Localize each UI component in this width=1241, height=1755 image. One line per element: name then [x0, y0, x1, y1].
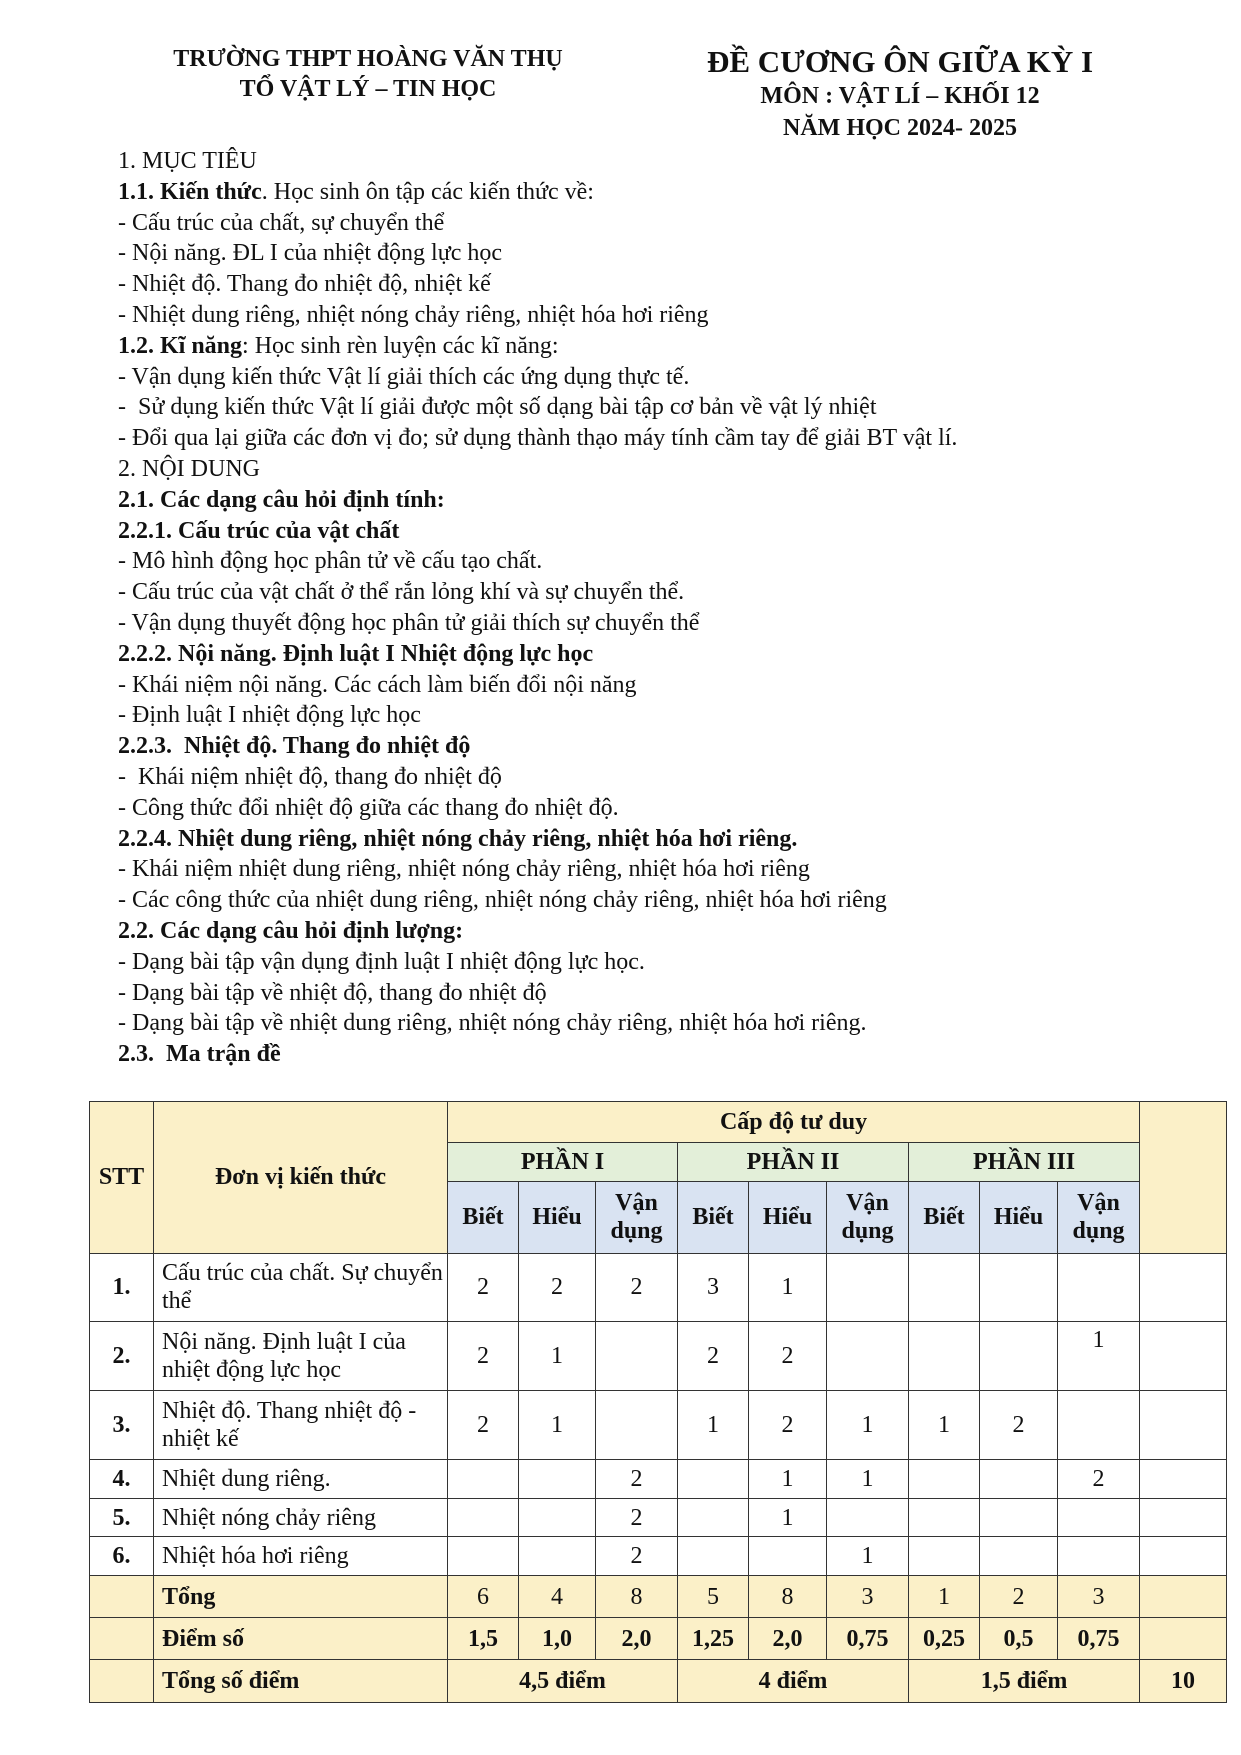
- list-item: - Các công thức của nhiệt dung riêng, nhiệt nóng chảy riêng, nhiệt hóa hơi riêng: [118, 887, 887, 914]
- row-unit-name: Cấu trúc của chất. Sự chuyển thể: [154, 1253, 448, 1322]
- row-stt: 1.: [90, 1253, 154, 1322]
- row-value-cell: 2: [596, 1459, 678, 1498]
- row-value-cell: 2: [596, 1253, 678, 1322]
- subject-line: MÔN : VẬT LÍ – KHỐI 12: [760, 83, 1040, 109]
- row-value-cell: [909, 1498, 980, 1537]
- row-value-cell: 1: [678, 1391, 749, 1460]
- list-item: - Nhiệt độ. Thang đo nhiệt độ, nhiệt kế: [118, 271, 491, 298]
- list-item: - Đổi qua lại giữa các đơn vị đo; sử dụng thành thạo máy tính cầm tay để giải BT vật lí.: [118, 425, 958, 452]
- row-value-cell: [678, 1537, 749, 1576]
- row-value-cell: 2: [596, 1537, 678, 1576]
- row-value-cell: 2: [596, 1498, 678, 1537]
- row-value-cell: 2: [448, 1322, 519, 1391]
- list-item: - Dạng bài tập về nhiệt dung riêng, nhiệt nóng chảy riêng, nhiệt hóa hơi riêng.: [118, 1010, 867, 1037]
- row-blank: [1140, 1391, 1227, 1460]
- subsection-text: . Học sinh ôn tập các kiến thức về:: [261, 178, 594, 205]
- row-blank: [1140, 1322, 1227, 1391]
- header-sub: Hiểu: [980, 1181, 1058, 1253]
- list-item: - Khái niệm nội năng. Các cách làm biến đổi nội năng: [118, 671, 637, 698]
- header-sub: Vận dụng: [1058, 1181, 1140, 1253]
- row-blank: [1140, 1459, 1227, 1498]
- total-cell: 8: [749, 1576, 827, 1618]
- row-unit-name: Nhiệt hóa hơi riêng: [154, 1537, 448, 1576]
- row-value-cell: 2: [519, 1253, 596, 1322]
- row-value-cell: [1058, 1253, 1140, 1322]
- score-cell: 0,25: [909, 1618, 980, 1660]
- list-item: - Nhiệt dung riêng, nhiệt nóng chảy riêng, nhiệt hóa hơi riêng: [118, 301, 709, 328]
- subsection-label: 1.1. Kiến thức: [118, 178, 262, 205]
- row-value-cell: [519, 1537, 596, 1576]
- row-value-cell: 2: [980, 1391, 1058, 1460]
- header-sub: Biết: [448, 1181, 519, 1253]
- total-blank: [90, 1576, 154, 1618]
- list-item: - Cấu trúc của chất, sự chuyển thể: [118, 209, 445, 236]
- score-label: Điểm số: [154, 1618, 448, 1660]
- school-name: TRƯỜNG THPT HOÀNG VĂN THỤ: [173, 46, 563, 72]
- subsection-skills: [118, 331, 1158, 362]
- list-item: - Khái niệm nhiệt dung riêng, nhiệt nóng chảy riêng, nhiệt hóa hơi riêng: [118, 856, 810, 883]
- score-cell: 1,0: [519, 1618, 596, 1660]
- row-value-cell: 2: [678, 1322, 749, 1391]
- grand-total: 10: [1140, 1659, 1227, 1702]
- row-value-cell: [448, 1537, 519, 1576]
- header-blank: [1140, 1102, 1227, 1254]
- row-value-cell: 2: [749, 1391, 827, 1460]
- row-value-cell: 1: [749, 1253, 827, 1322]
- subsection-knowledge: [118, 177, 1158, 208]
- subsection-heading: 2.3. Ma trận đề: [118, 1041, 281, 1068]
- header-level: Cấp độ tư duy: [448, 1102, 1140, 1143]
- school-year: NĂM HỌC 2024- 2025: [783, 115, 1017, 141]
- header-part: PHẦN II: [678, 1142, 909, 1181]
- row-stt: 3.: [90, 1391, 154, 1460]
- list-item: - Dạng bài tập vận dụng định luật I nhiệt động lực học.: [118, 948, 645, 975]
- row-stt: 2.: [90, 1322, 154, 1391]
- row-value-cell: 1: [519, 1391, 596, 1460]
- row-value-cell: [749, 1537, 827, 1576]
- header-stt: STT: [90, 1102, 154, 1254]
- total-blank: [1140, 1576, 1227, 1618]
- row-value-cell: 2: [448, 1391, 519, 1460]
- score-blank: [1140, 1618, 1227, 1660]
- list-item: - Sử dụng kiến thức Vật lí giải được một số dạng bài tập cơ bản về vật lý nhiệt: [118, 394, 877, 421]
- row-blank: [1140, 1537, 1227, 1576]
- score-cell: 2,0: [749, 1618, 827, 1660]
- score-cell: 1,25: [678, 1618, 749, 1660]
- row-value-cell: 2: [749, 1322, 827, 1391]
- outline-body: [118, 146, 1158, 1070]
- row-value-cell: [678, 1498, 749, 1537]
- subsection-heading: 2.2.4. Nhiệt dung riêng, nhiệt nóng chảy riêng, nhiệt hóa hơi riêng.: [118, 825, 798, 852]
- row-value-cell: [519, 1459, 596, 1498]
- subsection-label: 1.2. Kĩ năng: [118, 332, 243, 359]
- header-sub: Biết: [909, 1181, 980, 1253]
- row-unit-name: Nhiệt dung riêng.: [154, 1459, 448, 1498]
- sum-part-cell: 4,5 điểm: [448, 1659, 678, 1702]
- row-stt: 4.: [90, 1459, 154, 1498]
- total-cell: 8: [596, 1576, 678, 1618]
- row-value-cell: [980, 1322, 1058, 1391]
- row-value-cell: [827, 1498, 909, 1537]
- subsection-heading: 2.2.3. Nhiệt độ. Thang đo nhiệt độ: [118, 733, 471, 760]
- subsection-heading: 2.2. Các dạng câu hỏi định lượng:: [118, 917, 464, 944]
- sum-blank: [90, 1659, 154, 1702]
- section-heading: 2. NỘI DUNG: [118, 455, 260, 482]
- list-item: - Dạng bài tập về nhiệt độ, thang đo nhiệt độ: [118, 979, 547, 1006]
- table-row: [90, 1459, 1227, 1498]
- row-value-cell: 1: [827, 1459, 909, 1498]
- header-part: PHẦN III: [909, 1142, 1140, 1181]
- subsection-heading: 2.1. Các dạng câu hỏi định tính:: [118, 486, 445, 513]
- score-cell: 2,0: [596, 1618, 678, 1660]
- header-unit: Đơn vị kiến thức: [154, 1102, 448, 1254]
- row-value-cell: [909, 1537, 980, 1576]
- score-cell: 0,5: [980, 1618, 1058, 1660]
- row-value-cell: [596, 1391, 678, 1460]
- department-name: TỔ VẬT LÝ – TIN HỌC: [239, 76, 497, 102]
- exam-matrix-table: [89, 1101, 1227, 1703]
- row-value-cell: [596, 1322, 678, 1391]
- subsection-text: : Học sinh rèn luyện các kĩ năng:: [242, 332, 559, 359]
- total-cell: 4: [519, 1576, 596, 1618]
- row-stt: 6.: [90, 1537, 154, 1576]
- row-value-cell: [1058, 1391, 1140, 1460]
- table-row: [90, 1391, 1227, 1460]
- sum-label: Tổng số điểm: [154, 1659, 448, 1702]
- list-item: - Cấu trúc của vật chất ở thể rắn lỏng khí và sự chuyển thể.: [118, 579, 685, 606]
- row-value-cell: 1: [909, 1391, 980, 1460]
- row-blank: [1140, 1498, 1227, 1537]
- total-cell: 3: [827, 1576, 909, 1618]
- header-sub: Hiểu: [749, 1181, 827, 1253]
- row-unit-name: Nhiệt độ. Thang nhiệt độ - nhiệt kế: [154, 1391, 448, 1460]
- list-item: - Vận dụng thuyết động học phân tử giải thích sự chuyển thể: [118, 609, 700, 636]
- row-value-cell: [448, 1459, 519, 1498]
- row-value-cell: 1: [827, 1537, 909, 1576]
- section-heading: 1. MỤC TIÊU: [118, 148, 257, 174]
- list-item: - Mô hình động học phân tử về cấu tạo chất.: [118, 548, 543, 575]
- header-sub: Biết: [678, 1181, 749, 1253]
- row-value-cell: [678, 1459, 749, 1498]
- table-row: [90, 1498, 1227, 1537]
- row-value-cell: 1: [1058, 1322, 1140, 1391]
- row-value-cell: 2: [448, 1253, 519, 1322]
- row-value-cell: [827, 1322, 909, 1391]
- list-item: - Vận dụng kiến thức Vật lí giải thích các ứng dụng thực tế.: [118, 363, 690, 390]
- header-sub: Hiểu: [519, 1181, 596, 1253]
- row-value-cell: [909, 1459, 980, 1498]
- row-blank: [1140, 1253, 1227, 1322]
- row-unit-name: Nội năng. Định luật I của nhiệt động lực học: [154, 1322, 448, 1391]
- total-label: Tổng: [154, 1576, 448, 1618]
- total-cell: 1: [909, 1576, 980, 1618]
- row-value-cell: 3: [678, 1253, 749, 1322]
- total-cell: 6: [448, 1576, 519, 1618]
- row-value-cell: 1: [749, 1498, 827, 1537]
- subsection-heading: 2.2.2. Nội năng. Định luật I Nhiệt động lực học: [118, 640, 594, 667]
- total-cell: 2: [980, 1576, 1058, 1618]
- header-part: PHẦN I: [448, 1142, 678, 1181]
- school-header: [118, 44, 618, 104]
- score-cell: 1,5: [448, 1618, 519, 1660]
- row-value-cell: [980, 1498, 1058, 1537]
- score-blank: [90, 1618, 154, 1660]
- sum-part-cell: 1,5 điểm: [909, 1659, 1140, 1702]
- header-sub: Vận dụng: [596, 1181, 678, 1253]
- total-cell: 5: [678, 1576, 749, 1618]
- row-value-cell: [1058, 1498, 1140, 1537]
- row-value-cell: [980, 1253, 1058, 1322]
- row-value-cell: [448, 1498, 519, 1537]
- list-item: - Khái niệm nhiệt độ, thang đo nhiệt độ: [118, 763, 502, 790]
- list-item: - Định luật I nhiệt động lực học: [118, 702, 421, 729]
- table-row: [90, 1537, 1227, 1576]
- row-value-cell: [980, 1459, 1058, 1498]
- row-value-cell: 1: [749, 1459, 827, 1498]
- row-value-cell: [1058, 1537, 1140, 1576]
- row-value-cell: [909, 1322, 980, 1391]
- document-header: [660, 44, 1140, 144]
- score-cell: 0,75: [827, 1618, 909, 1660]
- row-value-cell: 1: [519, 1322, 596, 1391]
- row-unit-name: Nhiệt nóng chảy riêng: [154, 1498, 448, 1537]
- total-cell: 3: [1058, 1576, 1140, 1618]
- table-row: [90, 1253, 1227, 1322]
- table-row: [90, 1322, 1227, 1391]
- score-cell: 0,75: [1058, 1618, 1140, 1660]
- row-value-cell: [827, 1253, 909, 1322]
- row-value-cell: [519, 1498, 596, 1537]
- row-value-cell: [980, 1537, 1058, 1576]
- row-value-cell: [909, 1253, 980, 1322]
- sum-part-cell: 4 điểm: [678, 1659, 909, 1702]
- list-item: - Công thức đổi nhiệt độ giữa các thang đo nhiệt độ.: [118, 794, 619, 821]
- row-value-cell: 2: [1058, 1459, 1140, 1498]
- list-item: - Nội năng. ĐL I của nhiệt động lực học: [118, 240, 503, 267]
- header-sub: Vận dụng: [827, 1181, 909, 1253]
- row-stt: 5.: [90, 1498, 154, 1537]
- document-title: ĐỀ CƯƠNG ÔN GIỮA KỲ I: [706, 44, 1094, 79]
- row-value-cell: 1: [827, 1391, 909, 1460]
- subsection-heading: 2.2.1. Cấu trúc của vật chất: [118, 517, 400, 544]
